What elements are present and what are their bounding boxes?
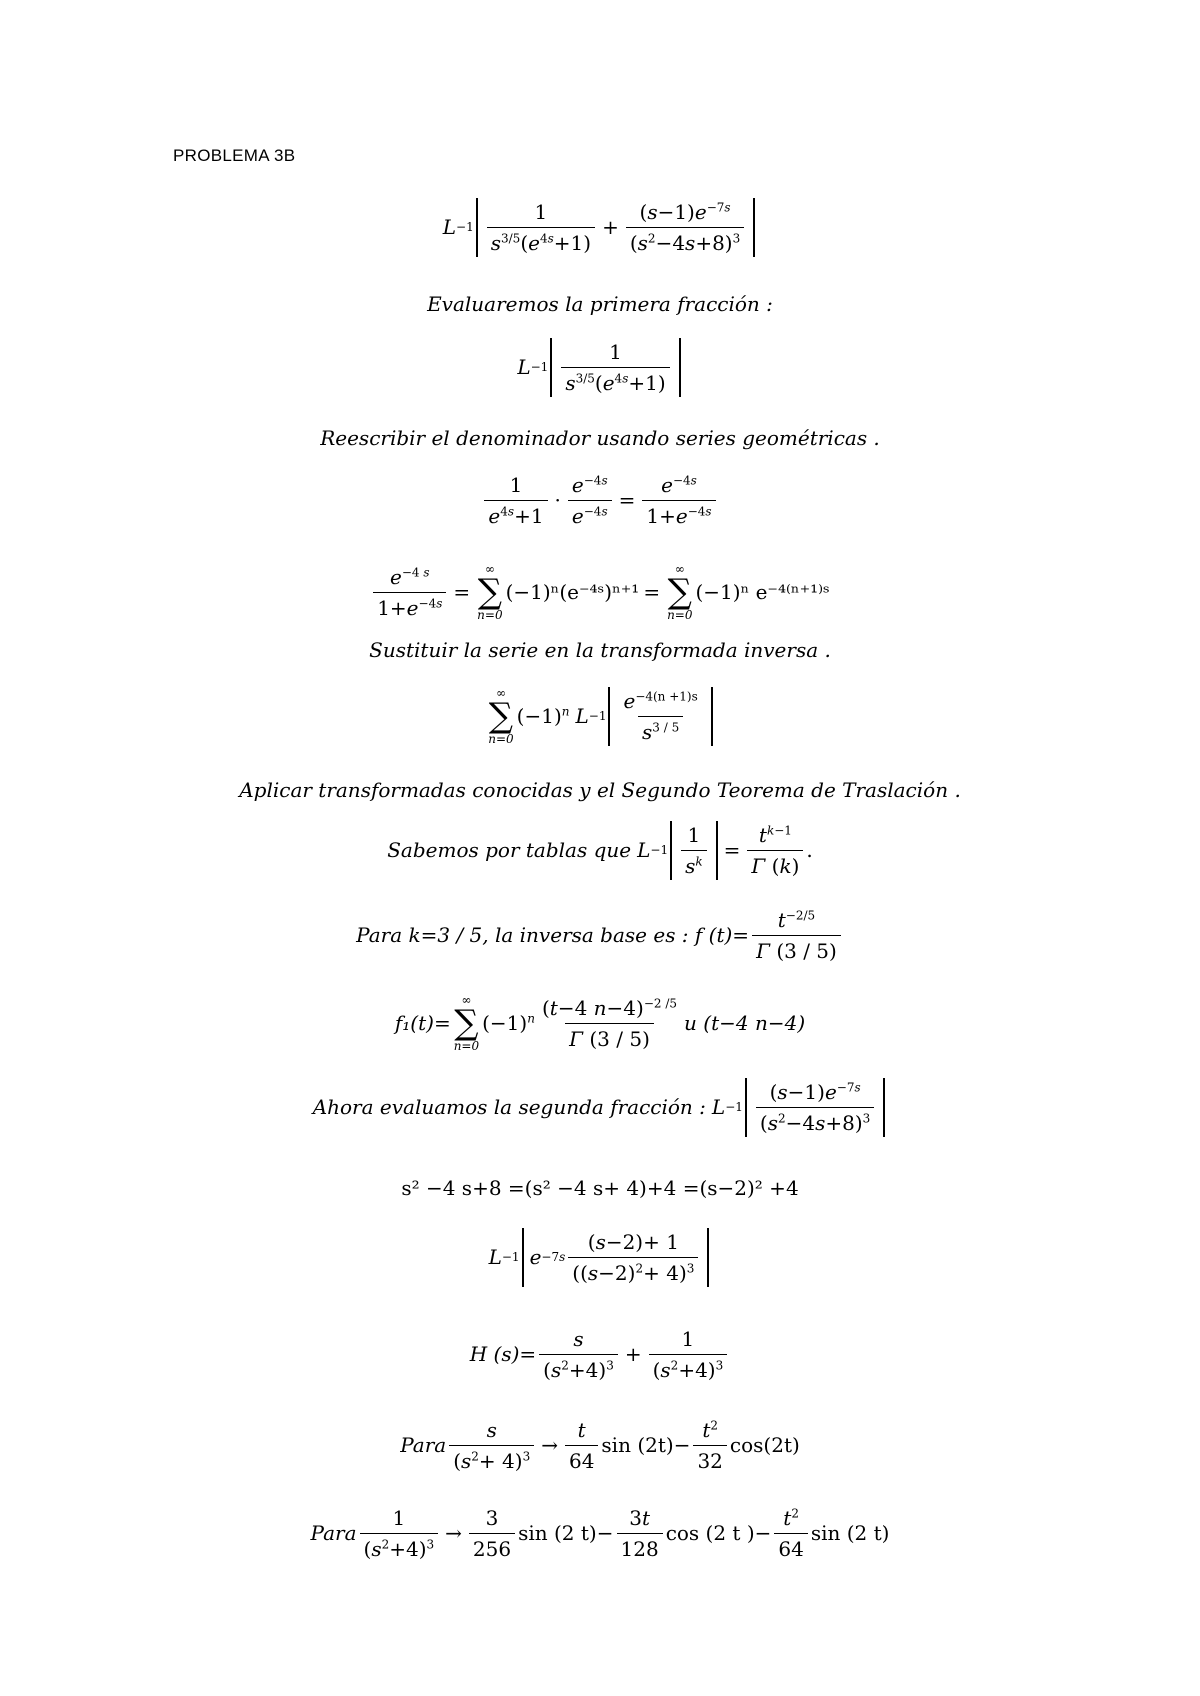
equation-shifted-transform: L −1 e −7s $\frac{(s-2)+ 1}{((s-2)^2+ 4)^3}$ bbox=[0, 1216, 1200, 1298]
text-substitute-series: Sustituir la serie en la transformada inversa . bbox=[369, 638, 831, 662]
result-1-end: cos(2t) bbox=[729, 1433, 800, 1457]
text-rewrite-denominator: Reescribir el denominador usando series geométricas . bbox=[320, 426, 880, 450]
result-2-a: sin (2 t)− bbox=[518, 1521, 614, 1545]
result-2-b: cos (2 t )− bbox=[665, 1521, 772, 1545]
result-1-mid: sin (2t)− bbox=[601, 1433, 691, 1457]
series-term-2: (−1)ⁿ e⁻⁴⁽ⁿ⁺¹⁾ˢ bbox=[695, 580, 830, 604]
equation-h-of-s: H (s)= $\frac{s}{(s^2+4)^3}$ + $\frac{1}{(s^2+4)^3}$ bbox=[0, 1318, 1200, 1390]
equation-second-fraction: Ahora evaluamos la segunda fracción : L −1 $\frac{(s-1)e^{-7s}}{(s^2-4s+8)^3}$ bbox=[0, 1066, 1200, 1148]
completing-square: s² −4 s+8 =(s² −4 s+ 4)+4 =(s−2)² +4 bbox=[401, 1176, 799, 1200]
result-2-c: sin (2 t) bbox=[810, 1521, 890, 1545]
equation-complete-square bbox=[0, 1172, 1200, 1204]
text-base-inverse: Para k=3 / 5, la inversa base es : f (t)= bbox=[356, 923, 750, 947]
equation-table-transform: Sabemos por tablas que L −1 $\frac{1}{s^k}$ = $\frac{t^{k-1}}{\Gamma (k)}$ . bbox=[387, 822, 813, 878]
page-heading: PROBLEMA 3B bbox=[173, 146, 296, 165]
equation-geometric-series: $\frac{e^{-4 s}}{1+e^{-4s}}$ = ∞ ∑ n=0 (−1)ⁿ(e⁻⁴ˢ)ⁿ⁺¹ = ∞ ∑ n=0 (−1)ⁿ e⁻⁴⁽ⁿ⁺¹⁾ˢ bbox=[0, 552, 1200, 632]
text-para-1: Para bbox=[400, 1433, 447, 1457]
equation-series-inverse: ∞ ∑ n=0 $(-1)^n$ L −1 $\frac{e^{-4(n +1)s}}{s^{3 / 5}}$ bbox=[0, 676, 1200, 756]
text-apply-transforms: Aplicar transformadas conocidas y el Segundo Teorema de Traslación . bbox=[239, 778, 961, 802]
equation-f1: f₁(t)= ∞ ∑ n=0 $(-1)^n$ $\frac{(t-4 n-4)^{-2 /5}}{\Gamma (3 / 5)}$ u (t−4 n−4) bbox=[394, 993, 806, 1053]
text-evaluate-first: Evaluaremos la primera fracción : bbox=[427, 292, 773, 316]
h-left: H (s)= bbox=[469, 1342, 537, 1366]
equation-main-transform: L −1 $\frac{1}{s^{3/5}(e^{4s}+1)}$ + $\frac{(s-1)e^{-7s}}{(s^2-4s+8)^3}$ bbox=[0, 188, 1200, 266]
equation-first-fraction: L −1 $\frac{1}{s^{3/5}(e^{4s}+1)}$ bbox=[0, 330, 1200, 404]
equation-result-1: Para $\frac{s}{(s^2+ 4)^3}$ → $\frac{t}{64}$ sin (2t)− $\frac{t^2}{32}$ cos(2t) bbox=[400, 1417, 800, 1473]
series-term-1: (−1)ⁿ(e⁻⁴ˢ)ⁿ⁺¹ bbox=[505, 580, 640, 604]
text-para-2: Para bbox=[310, 1521, 357, 1545]
equation-result-2: Para $\frac{1}{(s^2+4)^3}$ → $\frac{3}{256}$ sin (2 t)− $\frac{3t}{128}$ cos (2 t )− $\frac{t^2}{64}$ sin (2 t) bbox=[310, 1505, 890, 1561]
text-tables: Sabemos por tablas que bbox=[387, 838, 632, 862]
f1-left: f₁(t)= bbox=[394, 1011, 451, 1035]
equation-base-inverse: Para k=3 / 5, la inversa base es : f (t)= $\frac{t^{-2/5}}{\Gamma (3 / 5)}$ bbox=[0, 900, 1200, 970]
equation-geometric-rewrite: $\frac{1}{e^{4s}+1}$ · $\frac{e^{-4s}}{e^{-4s}}$ = $\frac{e^{-4s}}{1+e^{-4s}}$ bbox=[0, 466, 1200, 534]
text-second-fraction: Ahora evaluamos la segunda fracción : bbox=[312, 1095, 706, 1119]
unit-step: u (t−4 n−4) bbox=[684, 1011, 806, 1035]
